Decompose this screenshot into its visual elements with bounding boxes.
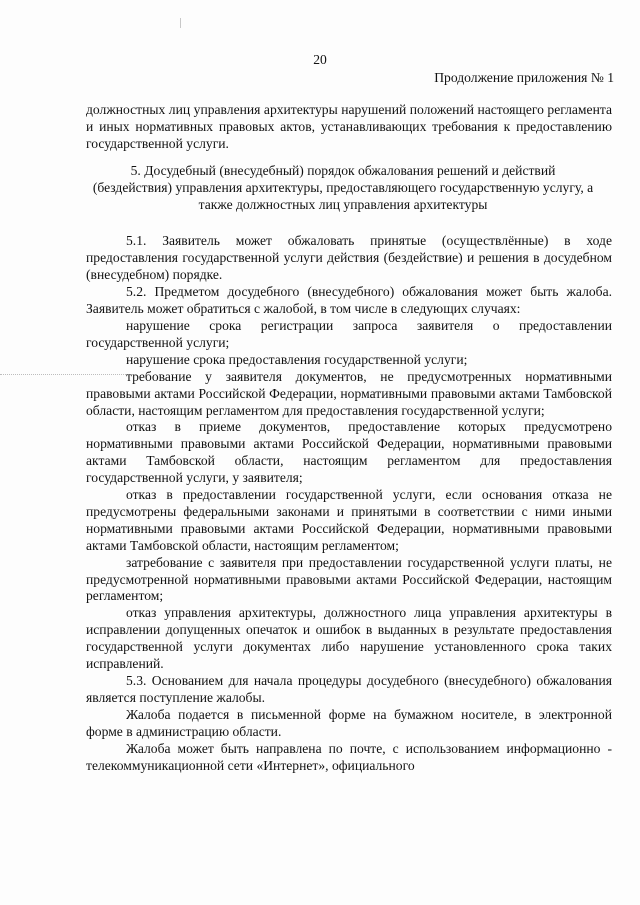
paragraph-5-2: 5.2. Предметом досудебного (внесудебного) обжалования может быть жалоба. Заявитель может обратиться с жалобой, в том числе в следующих случаях:	[86, 284, 612, 317]
page-number: 20	[313, 52, 327, 67]
document-body	[86, 102, 612, 774]
paragraph-continuation: должностных лиц управления архитектуры нарушений положений настоящего регламента и иных нормативных правовых актов, устанавливающих требования к предоставлению государственной услуги.	[86, 102, 612, 151]
scan-artifact	[180, 18, 181, 28]
list-item: требование у заявителя документов, не предусмотренных нормативными правовыми актами Российской Федерации, нормативными правовыми актами Тамбовской области, настоящим регламентом для предоставления государственной услуги;	[86, 368, 612, 418]
list-item: отказ в приеме документов, предоставление которых предусмотрено нормативными правовыми актами Российской Федерации, нормативными правовыми актами Тамбовской области, настоящим регламентом для предоставления государственной услуги, у заявителя;	[86, 419, 612, 486]
list-item: отказ в предоставлении государственной услуги, если основания отказа не предусмотрены федеральными законами и принятыми в соответствии с ними иными нормативными правовыми актами Российской Федерации, нормативными правовыми актами Тамбовской области, настоящим регламентом;	[86, 487, 612, 553]
paragraph-5-1: 5.1. Заявитель может обжаловать принятые (осуществлённые) в ходе предоставления государственной услуги действия (бездействие) и решения в досудебном (внесудебном) порядке.	[86, 233, 612, 283]
appendix-note: Продолжение приложения № 1	[434, 70, 614, 85]
list-item: затребование с заявителя при предоставлении государственной услуги платы, не предусмотренной нормативными правовыми актами Российской Федерации, настоящим регламентом;	[86, 554, 612, 604]
paragraph-complaint-form: Жалоба подается в письменной форме на бумажном носителе, в электронной форме в администрацию области.	[86, 706, 612, 739]
list-item: отказ управления архитектуры, должностного лица управления архитектуры в исправлении допущенных опечаток и ошибок в выданных в результате предоставления государственной услуги документах либо нарушение установленного срока таких исправлений.	[86, 605, 612, 672]
paragraph-5-3: 5.3. Основанием для начала процедуры досудебного (внесудебного) обжалования является поступление жалобы.	[86, 673, 612, 705]
section-heading: 5. Досудебный (внесудебный) порядок обжалования решений и действий (бездействия) управления архитектуры, предоставляющего государственную услугу, а также должностных лиц управления архитектуры	[92, 162, 594, 212]
list-item: нарушение срока регистрации запроса заявителя о предоставлении государственной услуги;	[86, 317, 612, 350]
paragraph-complaint-delivery: Жалоба может быть направлена по почте, с использованием информационно - телекоммуникационной сети «Интернет», официального	[86, 740, 612, 773]
list-item: нарушение срока предоставления государственной услуги;	[126, 351, 468, 367]
